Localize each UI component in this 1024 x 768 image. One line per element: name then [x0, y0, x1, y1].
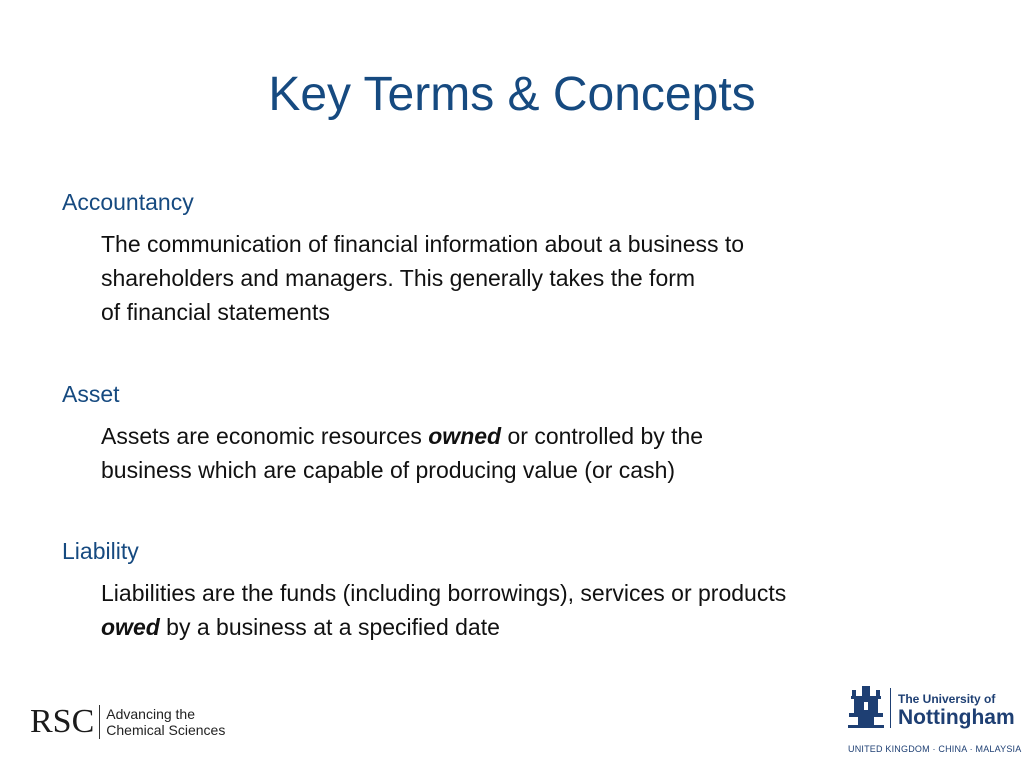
term-heading-asset: Asset [62, 381, 120, 407]
university-name: Nottingham [898, 706, 1015, 729]
definition-line: The communication of financial information about a business to [101, 231, 745, 257]
rsc-wordmark: RSC [30, 703, 95, 740]
university-locations: UNITED KINGDOM · CHINA · MALAYSIA [848, 744, 1022, 754]
definition-line: of financial statements [101, 299, 330, 325]
emphasis-owned: owned [428, 423, 502, 449]
term-heading-accountancy: Accountancy [62, 189, 194, 215]
logo-divider [890, 688, 891, 728]
term-heading-liability: Liability [62, 538, 139, 564]
slide-title: Key Terms & Concepts [268, 68, 756, 121]
definition-text: by a business at a specified date [159, 614, 500, 640]
university-name-prefix: The University of [898, 692, 996, 706]
definition-text: or controlled by the [501, 423, 704, 449]
term-definition-asset [101, 419, 981, 487]
definition-line: shareholders and managers. This generally takes the form [101, 265, 696, 291]
definition-line: business which are capable of producing value (or cash) [101, 457, 676, 483]
definition-line: Liabilities are the funds (including borrowings), services or products [101, 580, 787, 606]
rsc-tagline-line: Advancing the [106, 706, 195, 722]
rsc-divider [99, 705, 100, 739]
definition-line [101, 419, 981, 453]
term-definition-liability [101, 576, 981, 644]
castle-crest-icon [846, 686, 886, 728]
rsc-tagline-line: Chemical Sciences [106, 722, 226, 738]
rsc-tagline [106, 706, 225, 738]
definition-text: Assets are economic resources [101, 423, 429, 449]
university-of-nottingham-logo [846, 686, 1022, 758]
definition-line [101, 610, 981, 644]
emphasis-owed: owed [101, 614, 160, 640]
term-definition-accountancy [101, 227, 981, 329]
rsc-logo [30, 700, 225, 744]
